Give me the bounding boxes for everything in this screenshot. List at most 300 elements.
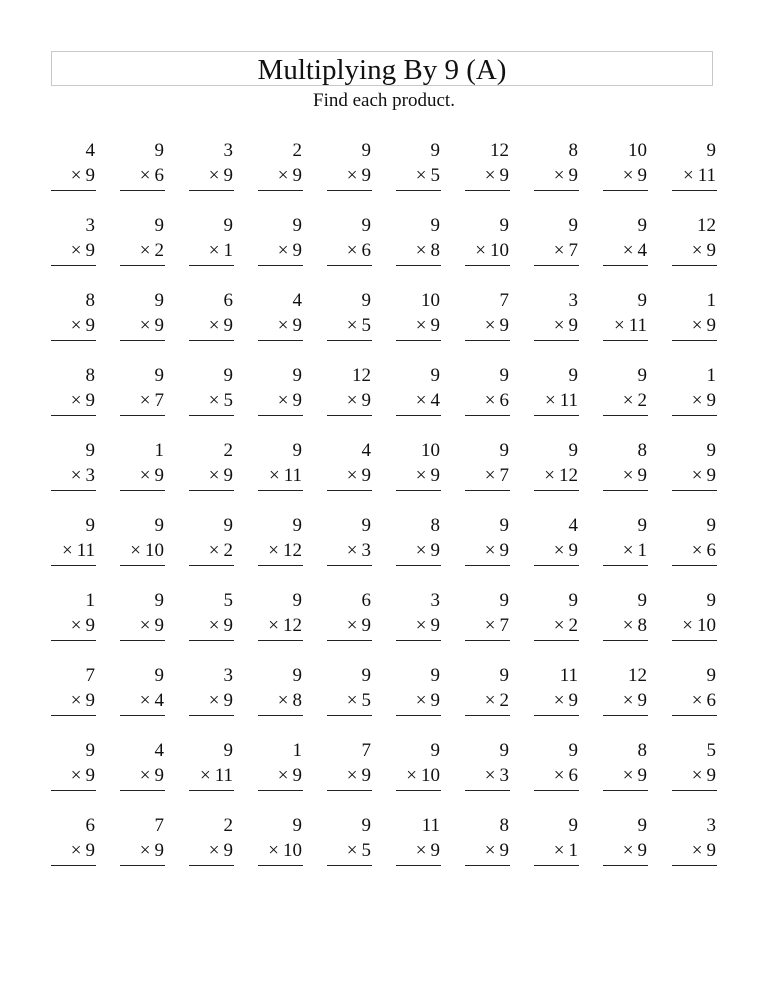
answer-line [327,340,372,341]
multiplier: 9 [292,765,302,786]
times-sign: × [70,690,82,711]
answer-line [396,190,441,191]
multiplier: 9 [361,465,371,486]
answer-line [327,865,372,866]
answer-line [396,715,441,716]
multiplier: 9 [430,540,440,561]
answer-line [672,865,717,866]
multiplier: 9 [706,315,716,336]
multiplier-row [416,165,440,187]
answer-line [396,565,441,566]
problem-72 [120,662,165,737]
multiplier: 5 [361,840,371,861]
multiplier: 5 [361,315,371,336]
times-sign: × [544,390,556,411]
multiplicand: 9 [223,740,233,761]
times-sign: × [484,840,496,861]
times-sign: × [484,315,496,336]
answer-line [258,340,303,341]
multiplier: 11 [697,165,716,186]
problem-74 [258,662,303,737]
times-sign: × [682,615,693,636]
answer-line [120,490,165,491]
problem-53 [189,512,234,587]
multiplier-row [623,615,647,637]
multiplier-row [485,765,509,787]
problem-84 [258,737,303,812]
multiplier: 9 [637,765,647,786]
times-sign: × [208,390,220,411]
problem-21 [51,287,96,362]
multiplier: 3 [85,465,95,486]
multiplier-row [692,540,716,562]
multiplier: 9 [499,840,509,861]
multiplier-row [485,465,509,487]
multiplier-row [485,165,509,187]
multiplier: 9 [85,690,95,711]
multiplier: 9 [706,840,716,861]
multiplier: 9 [154,465,164,486]
problem-59 [603,512,648,587]
multiplier-row [140,765,164,787]
times-sign: × [691,240,703,261]
times-sign: × [208,840,220,861]
answer-line [603,715,648,716]
multiplicand: 9 [85,440,95,461]
problem-34 [258,362,303,437]
multiplier: 9 [361,765,371,786]
multiplier: 8 [430,240,440,261]
multiplier: 9 [499,315,509,336]
answer-line [189,715,234,716]
times-sign: × [691,765,703,786]
problem-51 [51,512,96,587]
multiplier: 9 [637,165,647,186]
problem-16 [396,212,441,287]
answer-line [603,265,648,266]
answer-line [258,415,303,416]
multiplier: 9 [568,540,578,561]
multiplier: 9 [430,690,440,711]
multiplier: 5 [361,690,371,711]
multiplier: 4 [637,240,647,261]
multiplicand: 8 [499,815,509,836]
problem-81 [51,737,96,812]
times-sign: × [622,390,634,411]
multiplicand: 3 [430,590,440,611]
times-sign: × [691,840,703,861]
multiplier-row [485,615,509,637]
problem-55 [327,512,372,587]
multiplicand: 6 [361,590,371,611]
times-sign: × [61,540,73,561]
times-sign: × [277,390,289,411]
multiplicand: 9 [637,815,647,836]
multiplicand: 12 [628,665,647,686]
answer-line [672,340,717,341]
multiplier: 9 [568,165,578,186]
answer-line [120,715,165,716]
answer-line [258,565,303,566]
multiplier-row [71,465,95,487]
multiplicand: 9 [499,440,509,461]
multiplier: 10 [697,615,716,636]
answer-line [465,490,510,491]
multiplier-row [623,465,647,487]
multiplier-row [692,690,716,712]
answer-line [327,490,372,491]
answer-line [465,790,510,791]
multiplicand: 10 [628,140,647,161]
times-sign: × [484,390,496,411]
times-sign: × [277,165,289,186]
times-sign: × [622,840,634,861]
multiplier-row [554,840,578,862]
multiplier: 2 [499,690,509,711]
answer-line [189,265,234,266]
multiplicand: 3 [706,815,716,836]
problem-18 [534,212,579,287]
problem-73 [189,662,234,737]
multiplicand: 9 [292,665,302,686]
problem-35 [327,362,372,437]
answer-line [534,340,579,341]
multiplier-row [485,690,509,712]
times-sign: × [70,390,82,411]
times-sign: × [691,465,703,486]
times-sign: × [484,765,496,786]
times-sign: × [484,165,496,186]
multiplicand: 3 [223,140,233,161]
times-sign: × [553,240,565,261]
multiplier: 9 [430,840,440,861]
times-sign: × [484,690,496,711]
multiplicand: 9 [154,365,164,386]
answer-line [672,190,717,191]
multiplicand: 9 [154,590,164,611]
problem-50 [672,437,717,512]
multiplier-row [62,540,95,562]
multiplier-row [140,165,164,187]
answer-line [51,565,96,566]
multiplier: 2 [568,615,578,636]
problem-97 [465,812,510,887]
multiplicand: 9 [223,215,233,236]
problem-100 [672,812,717,887]
multiplier-row [692,765,716,787]
multiplicand: 8 [637,740,647,761]
multiplier: 9 [154,765,164,786]
times-sign: × [277,240,289,261]
problem-95 [327,812,372,887]
multiplier-row [545,390,578,412]
problem-43 [189,437,234,512]
multiplier: 9 [223,690,233,711]
multiplicand: 5 [706,740,716,761]
problem-22 [120,287,165,362]
multiplicand: 6 [85,815,95,836]
multiplicand: 9 [154,290,164,311]
multiplier-row [71,390,95,412]
multiplier-row [209,540,233,562]
multiplicand: 9 [637,515,647,536]
times-sign: × [277,315,289,336]
multiplier-row [683,165,716,187]
multiplicand: 9 [637,590,647,611]
problem-32 [120,362,165,437]
problem-86 [396,737,441,812]
multiplier: 9 [85,390,95,411]
multiplier-row [347,390,371,412]
problem-78 [534,662,579,737]
multiplier-row [140,390,164,412]
times-sign: × [346,315,358,336]
answer-line [534,190,579,191]
problem-91 [51,812,96,887]
multiplicand: 3 [223,665,233,686]
multiplicand: 9 [499,740,509,761]
answer-line [672,715,717,716]
problem-69 [603,587,648,662]
times-sign: × [415,690,427,711]
times-sign: × [415,840,427,861]
problem-60 [672,512,717,587]
multiplier: 9 [637,840,647,861]
multiplicand: 1 [706,290,716,311]
multiplier-row [692,390,716,412]
multiplicand: 9 [568,365,578,386]
multiplier: 9 [223,165,233,186]
multiplier-row [268,540,302,562]
answer-line [672,790,717,791]
multiplier: 12 [283,540,302,561]
answer-line [603,790,648,791]
multiplier: 11 [628,315,647,336]
times-sign: × [415,540,427,561]
problem-19 [603,212,648,287]
times-sign: × [553,690,565,711]
answer-line [51,790,96,791]
multiplicand: 9 [568,215,578,236]
multiplier-row [140,840,164,862]
problem-89 [603,737,648,812]
multiplier: 4 [430,390,440,411]
multiplier: 2 [154,240,164,261]
answer-line [327,415,372,416]
multiplicand: 10 [421,290,440,311]
multiplier-row [278,390,302,412]
problem-29 [603,287,648,362]
multiplicand: 9 [85,740,95,761]
multiplier-row [209,390,233,412]
answer-line [672,265,717,266]
multiplier-row [278,240,302,262]
multiplier-row [416,315,440,337]
multiplier-row [209,840,233,862]
times-sign: × [139,690,151,711]
multiplicand: 8 [85,365,95,386]
answer-line [327,565,372,566]
problem-44 [258,437,303,512]
multiplicand: 10 [421,440,440,461]
multiplicand: 9 [706,665,716,686]
multiplicand: 3 [85,215,95,236]
multiplier-row [416,465,440,487]
answer-line [534,640,579,641]
multiplier-row [623,840,647,862]
multiplicand: 9 [85,515,95,536]
times-sign: × [622,765,634,786]
answer-line [603,490,648,491]
problem-80 [672,662,717,737]
problem-75 [327,662,372,737]
times-sign: × [622,690,634,711]
multiplicand: 9 [637,290,647,311]
multiplicand: 7 [361,740,371,761]
times-sign: × [475,240,486,261]
multiplier: 9 [223,840,233,861]
multiplicand: 9 [499,515,509,536]
multiplier: 6 [361,240,371,261]
multiplicand: 4 [154,740,164,761]
multiplier: 3 [361,540,371,561]
answer-line [396,490,441,491]
multiplier: 9 [85,615,95,636]
multiplicand: 9 [430,665,440,686]
multiplicand: 9 [292,440,302,461]
multiplier-row [623,690,647,712]
problem-54 [258,512,303,587]
times-sign: × [70,465,82,486]
multiplier: 9 [361,165,371,186]
answer-line [672,490,717,491]
multiplier-row [71,840,95,862]
times-sign: × [622,615,634,636]
problem-28 [534,287,579,362]
multiplier-row [269,465,302,487]
multiplier-row [200,765,233,787]
multiplier: 8 [292,690,302,711]
answer-line [603,640,648,641]
multiplier: 7 [499,615,509,636]
answer-line [603,340,648,341]
multiplier: 9 [154,615,164,636]
answer-line [603,190,648,191]
multiplier: 12 [283,615,302,636]
answer-line [189,565,234,566]
problem-42 [120,437,165,512]
times-sign: × [208,465,220,486]
times-sign: × [682,165,694,186]
problem-24 [258,287,303,362]
multiplier-row [406,765,440,787]
answer-line [120,565,165,566]
problem-36 [396,362,441,437]
multiplier: 9 [568,690,578,711]
multiplicand: 8 [568,140,578,161]
problem-90 [672,737,717,812]
problem-70 [672,587,717,662]
multiplicand: 9 [292,365,302,386]
multiplier-row [347,690,371,712]
times-sign: × [70,765,82,786]
multiplicand: 9 [430,215,440,236]
problem-65 [327,587,372,662]
multiplicand: 4 [85,140,95,161]
answer-line [465,415,510,416]
times-sign: × [691,390,703,411]
multiplier-row [623,165,647,187]
times-sign: × [484,615,496,636]
multiplicand: 9 [361,215,371,236]
multiplier: 9 [637,690,647,711]
multiplier-row [209,240,233,262]
answer-line [603,865,648,866]
times-sign: × [70,165,82,186]
multiplier: 9 [499,540,509,561]
times-sign: × [208,690,220,711]
multiplier: 1 [223,240,233,261]
problem-62 [120,587,165,662]
multiplier: 10 [421,765,440,786]
multiplicand: 7 [499,290,509,311]
answer-line [120,190,165,191]
multiplier-row [278,765,302,787]
multiplicand: 4 [361,440,371,461]
answer-line [327,265,372,266]
multiplier-row [475,240,509,262]
multiplier-row [682,615,716,637]
problem-68 [534,587,579,662]
times-sign: × [208,240,220,261]
multiplicand: 9 [361,815,371,836]
multiplier: 6 [154,165,164,186]
answer-line [120,340,165,341]
problem-79 [603,662,648,737]
multiplicand: 1 [85,590,95,611]
multiplier-row [416,540,440,562]
times-sign: × [691,315,703,336]
multiplier-row [209,615,233,637]
multiplicand: 9 [361,515,371,536]
multiplier: 6 [499,390,509,411]
multiplier: 10 [283,840,302,861]
answer-line [465,565,510,566]
multiplier: 10 [145,540,164,561]
multiplier: 5 [430,165,440,186]
answer-line [534,715,579,716]
problem-3 [189,137,234,212]
answer-line [258,715,303,716]
times-sign: × [208,165,220,186]
answer-line [51,415,96,416]
answer-line [258,790,303,791]
multiplicand: 9 [154,515,164,536]
multiplier-row [554,690,578,712]
multiplier: 9 [85,315,95,336]
times-sign: × [346,465,358,486]
answer-line [672,640,717,641]
answer-line [51,640,96,641]
multiplier: 9 [85,165,95,186]
multiplicand: 12 [352,365,371,386]
instructions: Find each product. [313,90,455,111]
multiplier: 9 [85,765,95,786]
multiplier: 9 [292,390,302,411]
multiplier-row [71,690,95,712]
multiplier: 8 [637,615,647,636]
multiplier: 12 [559,465,578,486]
